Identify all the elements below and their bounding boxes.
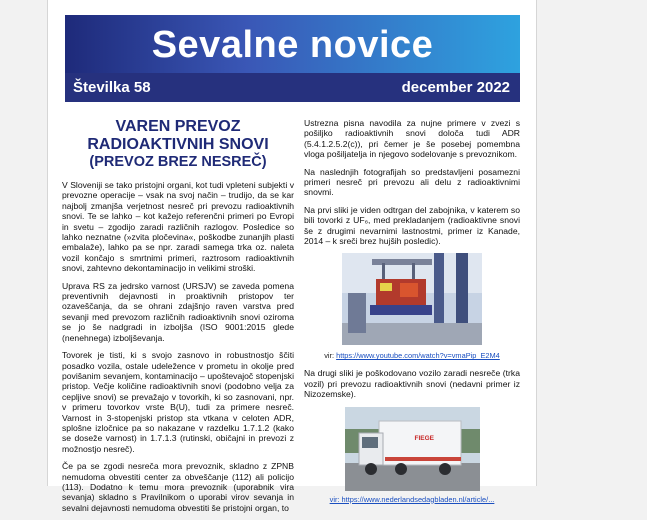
source-link[interactable]: https://www.youtube.com/watch?v=vmaPip_E2M4 xyxy=(336,351,500,361)
damaged-truck-photo xyxy=(345,407,480,491)
headline-line-3: (PREVOZ BREZ NESREČ) xyxy=(89,154,267,170)
crane-accident-image xyxy=(342,253,482,345)
damaged-truck-image xyxy=(345,407,480,491)
paragraph: Ustrezna pisna navodila za nujne primere v zvezi s pošiljko radioaktivnih snovi določa tudi ADR (5.4.1.2.5.2(c)), pri čemer je še posebej pomembna vloga pošiljatelja in njegovo sodelovanje s prevoznikom. xyxy=(304,118,520,160)
paragraph: Uprava RS za jedrsko varnost (URSJV) se zaveda pomena preventivnih dejavnosti in proaktivnih pristopov ter ozaveščanja, da se ohrani zdajšnjo raven varstva pred sevanji med prevozom različnih radioaktivnih snovi oziroma se jo še nadgradi in izboljša (ISO 9001:2015 glede (nenehnega) izboljševanja. xyxy=(62,280,294,343)
photo1-caption xyxy=(304,351,520,360)
newsletter-banner xyxy=(65,15,520,102)
caption-prefix: vir: xyxy=(324,351,337,361)
article-headline xyxy=(62,118,294,170)
right-column xyxy=(304,118,520,504)
truck-logo: FIEGE xyxy=(414,434,435,442)
paragraph: Če pa se zgodi nesreča mora prevoznik, skladno z ZPNB nemudoma obvestiti center za obveščanje (112) ali policijo (113). Dodatno k temu mora prevoznik (uporabnik vira sevanja) skladno s Pravilnikom o uporabi virov sevanja in sevalni dejavnosti nemudoma obvestiti še pristojni organ, to xyxy=(62,461,294,513)
paragraph: V Sloveniji se tako pristojni organi, kot tudi vpleteni subjekti v prevozne operacije – vsak na svoj način – trudijo, da se kar najbolj zmanjša verjetnost nesreč pri prevozu radioaktivnih snovi. Te se lahko – kot kažejo referenčni primeri po Evropi in svetu – zgodijo zaradi različnih razlogov. Posledice so lahko neznatne (»zvita pločevina«, poškodbe zunanjih plasti embalaže), lahko pa se npr. zaradi samega trka oz. naleta vozil končajo s smrtnimi primeri, raztrosom radioaktivnih snovi, zahtevno dekontaminacijo in velikimi stroški. xyxy=(62,180,294,274)
headline-line-1: VAREN PREVOZ xyxy=(115,118,241,135)
newsletter-title: Sevalne novice xyxy=(151,24,434,66)
issue-date: december 2022 xyxy=(401,79,510,96)
paragraph: Na prvi sliki je viden odtrgan del zabojnika, v katerem so bili tovorki z UF₆, med prekladanjem (radioaktivne snovi še z drugimi nevarnimi lastnostmi, primer iz Kanade, 2014 – k sreči brez hujših posledic). xyxy=(304,204,520,247)
crane-container-photo xyxy=(342,253,482,345)
paragraph: Tovorek je tisti, ki s svojo zasnovo in robustnostjo ščiti posadko vozila, ostale udeležence v prometu in okolje pred povišanim sevanjem, kontaminacijo – upoštevajoč stopenjski pristop. Večje količine radioaktivnih snovi (podobno velja za cepljive snovi) se prevažajo v tovorkih, ki so zasnovani, npr. v primeru tovorkov vrste B(U), tudi za primere nesreč. Varnost in 3-stopenjski pristop sta vtkana v celoten ADR, splošne izločnice pa so nakazane v razdelku 1.7.1.2 (kako se doseže varnost) in 1.7.1.3 (rutinski, običajni in prevozi z možnostjo nesreč). xyxy=(62,350,294,454)
left-column xyxy=(62,118,294,520)
paragraph: Na drugi sliki je poškodovano vozilo zaradi nesreče (trka vozil) pri prevozu radioaktivnih snovi (nedavni primer iz Nizozemske). xyxy=(304,368,520,400)
issue-number: Številka 58 xyxy=(73,79,151,96)
newsletter-page xyxy=(47,0,537,513)
paragraph: Na naslednjih fotografijah so predstavljeni posamezni primeri nesreč pri prevozu ali delu z radioaktivnimi snovmi. xyxy=(304,166,520,198)
headline-line-2: RADIOAKTIVNIH SNOVI xyxy=(87,136,269,153)
photo2-caption[interactable]: vir: https://www.nederlandsedagbladen.nl/article/... xyxy=(329,494,495,504)
